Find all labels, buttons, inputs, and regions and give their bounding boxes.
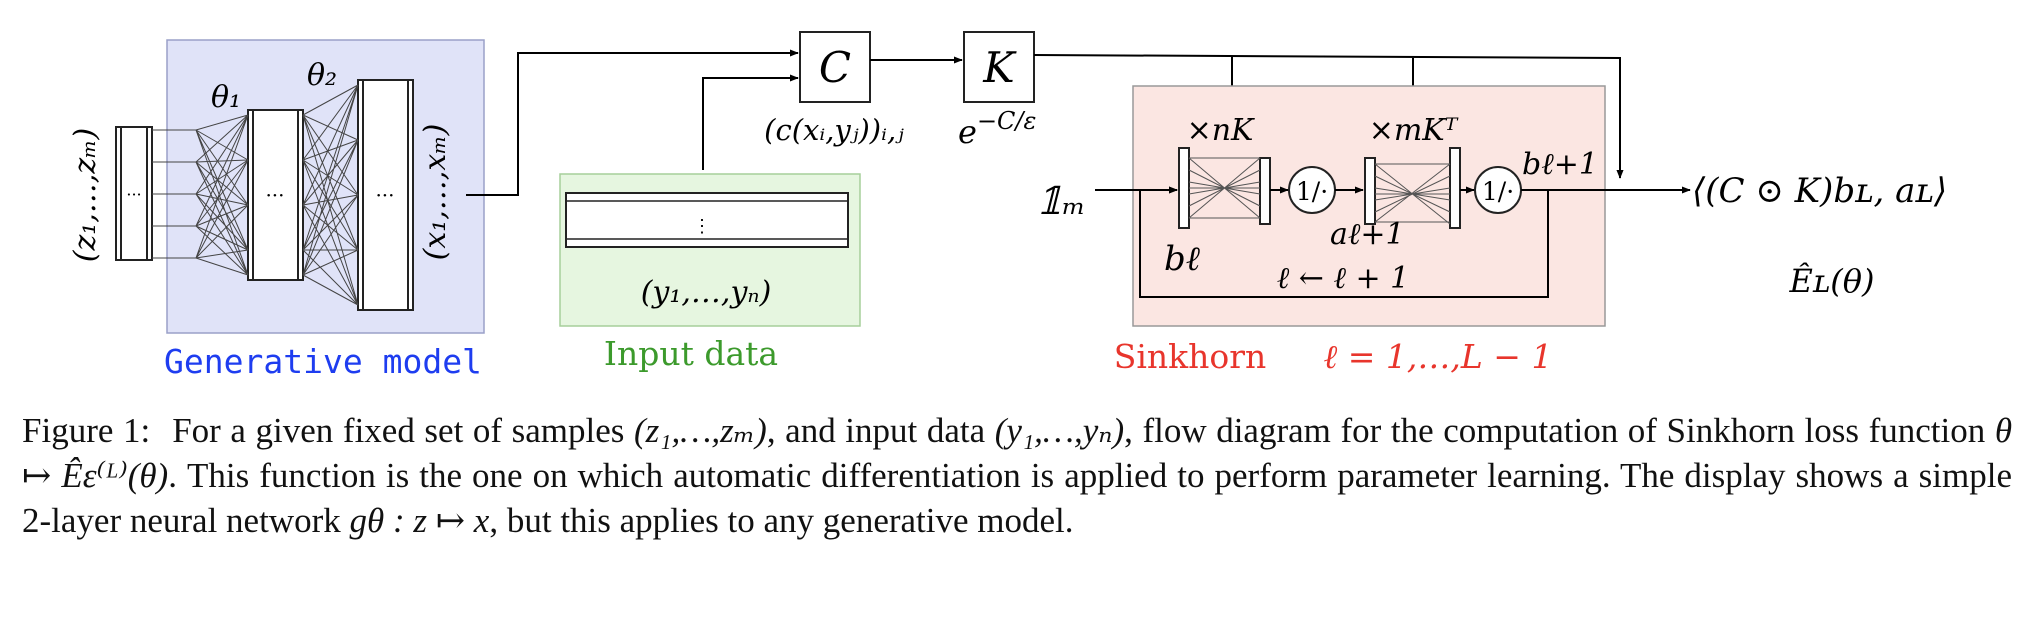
generative-model-label: Generative model <box>164 342 482 381</box>
hidden-dots-2: ··· <box>375 183 395 207</box>
caption-network-map: gθ : z ↦ x <box>349 501 490 540</box>
caption-y-samples: (y₁,…,yₙ) <box>994 411 1125 450</box>
reciprocal-label-1: 1/· <box>1295 177 1329 206</box>
cost-label: (c(xᵢ,yⱼ))ᵢ,ⱼ <box>764 113 904 147</box>
a-l1-label: aℓ+1 <box>1330 217 1405 252</box>
mult2-label: ×mKᵀ <box>1368 113 1458 148</box>
vec-after-mult2 <box>1450 148 1460 228</box>
mult1-label: ×nK <box>1186 113 1254 148</box>
caption-text-3: , flow diagram for the computation of Sinkhorn loss function <box>1124 411 1995 450</box>
x-output-label: (x₁,…,xₘ) <box>418 123 453 261</box>
theta1-label: θ₁ <box>210 80 242 115</box>
kernel-symbol: K <box>983 43 1015 92</box>
matrix-dots: ⋮ <box>693 216 711 237</box>
output-expression: ⟨(C ⊙ K)bʟ, aʟ⟩ <box>1692 171 1948 211</box>
caption-text-5: , but this applies to any generative model. <box>489 501 1074 540</box>
kernel-label: $e^{-C/\varepsilon}$ <box>958 107 1037 151</box>
figure-caption <box>22 408 2012 543</box>
caption-text-4: . This function is the one on which automatic differentiation is applied to perform parameter learning. The display shows a simple 2-layer neural network <box>22 456 2012 540</box>
layer-dots: ··· <box>126 185 142 204</box>
sinkhorn-range: ℓ = 1,…,L − 1 <box>1323 337 1553 376</box>
caption-z-samples: (z₁,…,zₘ) <box>634 411 767 450</box>
caption-text-1: For a given fixed set of samples <box>172 411 635 450</box>
input-data-label: Input data <box>603 334 779 373</box>
z-input-label: (z₁,…,zₘ) <box>68 127 103 263</box>
caption-text-2: , and input data <box>766 411 995 450</box>
reciprocal-label-2: 1/· <box>1481 177 1515 206</box>
sinkhorn-label: Sinkhorn <box>1113 337 1267 376</box>
b-vector <box>1179 148 1189 228</box>
cost-symbol: C <box>818 43 852 92</box>
y-data-label: (y₁,…,yₙ) <box>640 275 772 310</box>
start-vector-label: 𝟙ₘ <box>1036 179 1086 223</box>
a-vector <box>1365 158 1375 224</box>
theta2-label: θ₂ <box>306 58 338 93</box>
loss-label: Êʟ(θ) <box>1789 262 1875 300</box>
caption-loss-map: θ ↦ Êε⁽ᴸ⁾(θ) <box>22 411 2013 495</box>
vec-after-mult1 <box>1260 158 1270 224</box>
caption-label: Figure 1: <box>22 411 151 450</box>
b-l-label: bℓ <box>1164 239 1200 279</box>
b-l1-label: bℓ+1 <box>1522 147 1598 182</box>
loop-update-label: ℓ ← ℓ + 1 <box>1276 261 1410 296</box>
hidden-dots-1: ··· <box>265 183 285 207</box>
